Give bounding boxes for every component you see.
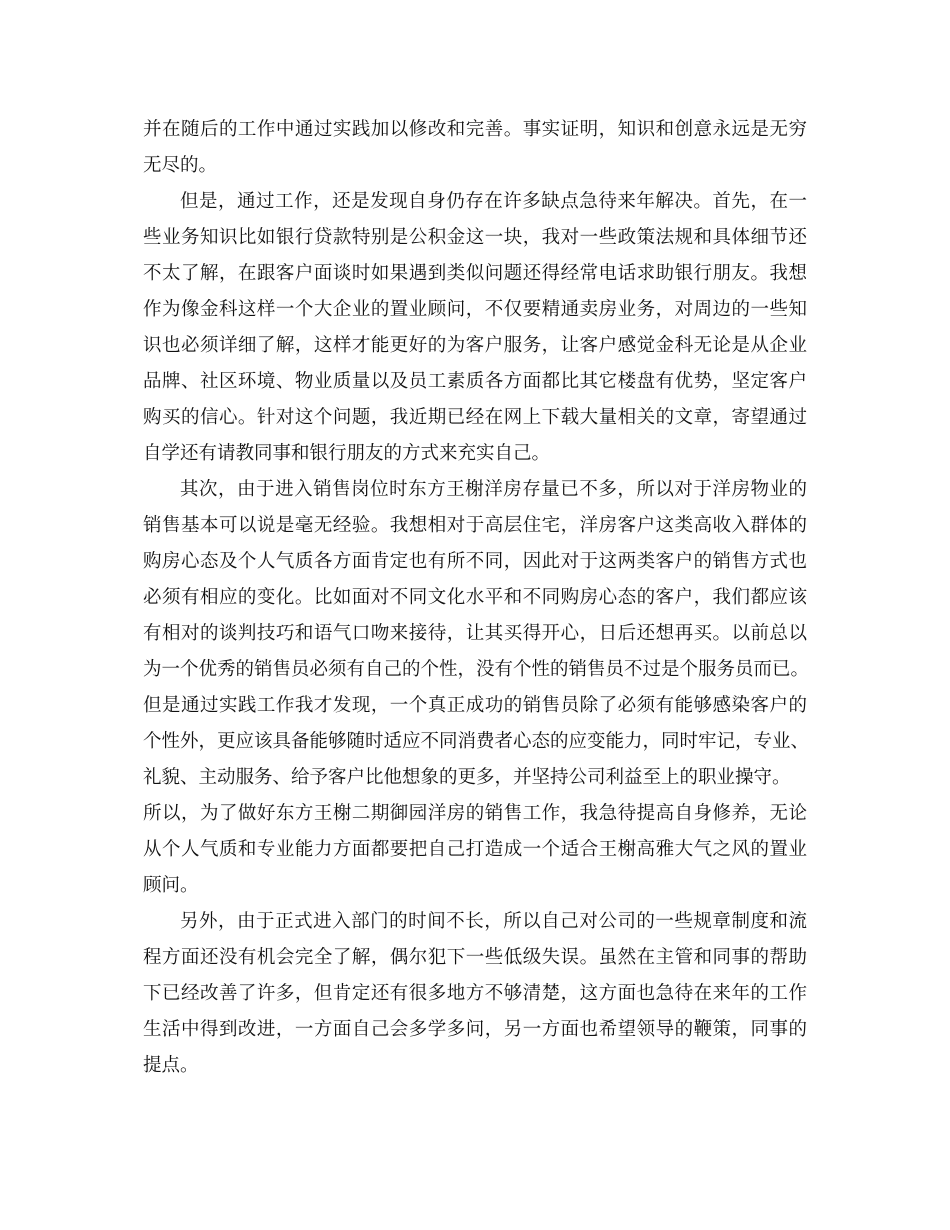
text-line: 必须有相应的变化。比如面对不同文化水平和不同购房心态的客户，我们都应该	[143, 587, 807, 608]
text-line: 并在随后的工作中通过实践加以修改和完善。事实证明，知识和创意永远是无穷	[143, 119, 807, 140]
text-line: 所以，为了做好东方王榭二期御园洋房的销售工作，我急待提高自身修养，无论	[143, 803, 807, 824]
text-line: 有相对的谈判技巧和语气口吻来接待，让其买得开心，日后还想再买。以前总以	[143, 623, 807, 644]
text-line: 生活中得到改进，一方面自己会多学多问，另一方面也希望领导的鞭策，同事的	[143, 1019, 807, 1040]
text-line: 无尽的。	[143, 155, 218, 176]
text-line: 些业务知识比如银行贷款特别是公积金这一块，我对一些政策法规和具体细节还	[143, 227, 807, 248]
text-line: 从个人气质和专业能力方面都要把自己打造成一个适合王榭高雅大气之风的置业	[143, 839, 807, 860]
text-line: 作为像金科这样一个大企业的置业顾问，不仅要精通卖房业务，对周边的一些知	[143, 299, 807, 320]
text-line: 购房心态及个人气质各方面肯定也有所不同，因此对于这两类客户的销售方式也	[143, 551, 807, 572]
text-line: 但是，通过工作，还是发现自身仍存在许多缺点急待来年解决。首先，在一	[180, 191, 807, 212]
text-line: 不太了解，在跟客户面谈时如果遇到类似问题还得经常电话求助银行朋友。我想	[143, 263, 807, 284]
text-line: 识也必须详细了解，这样才能更好的为客户服务，让客户感觉金科无论是从企业	[143, 335, 807, 356]
text-line: 自学还有请教同事和银行朋友的方式来充实自己。	[143, 443, 551, 464]
text-line: 程方面还没有机会完全了解，偶尔犯下一些低级失误。虽然在主管和同事的帮助	[143, 947, 807, 968]
text-line: 但是通过实践工作我才发现，一个真正成功的销售员除了必须有能够感染客户的	[143, 695, 807, 716]
body-text	[143, 112, 810, 1084]
text-line: 品牌、社区环境、物业质量以及员工素质各方面都比其它楼盘有优势，坚定客户	[143, 371, 807, 392]
text-line: 礼貌、主动服务、给予客户比他想象的更多，并坚持公司利益至上的职业操守。	[143, 767, 791, 788]
text-line: 另外，由于正式进入部门的时间不长，所以自己对公司的一些规章制度和流	[180, 911, 807, 932]
text-line: 提点。	[143, 1055, 199, 1076]
text-line: 其次，由于进入销售岗位时东方王榭洋房存量已不多，所以对于洋房物业的	[180, 479, 807, 500]
text-line: 下已经改善了许多，但肯定还有很多地方不够清楚，这方面也急待在来年的工作	[143, 983, 807, 1004]
text-line: 为一个优秀的销售员必须有自己的个性，没有个性的销售员不过是个服务员而已。	[143, 659, 810, 680]
text-line: 购买的信心。针对这个问题，我近期已经在网上下载大量相关的文章，寄望通过	[143, 407, 807, 428]
text-line: 个性外，更应该具备能够随时适应不同消费者心态的应变能力，同时牢记，专业、	[143, 731, 810, 752]
text-line: 顾问。	[143, 875, 199, 896]
text-line: 销售基本可以说是毫无经验。我想相对于高层住宅，洋房客户这类高收入群体的	[143, 515, 807, 536]
